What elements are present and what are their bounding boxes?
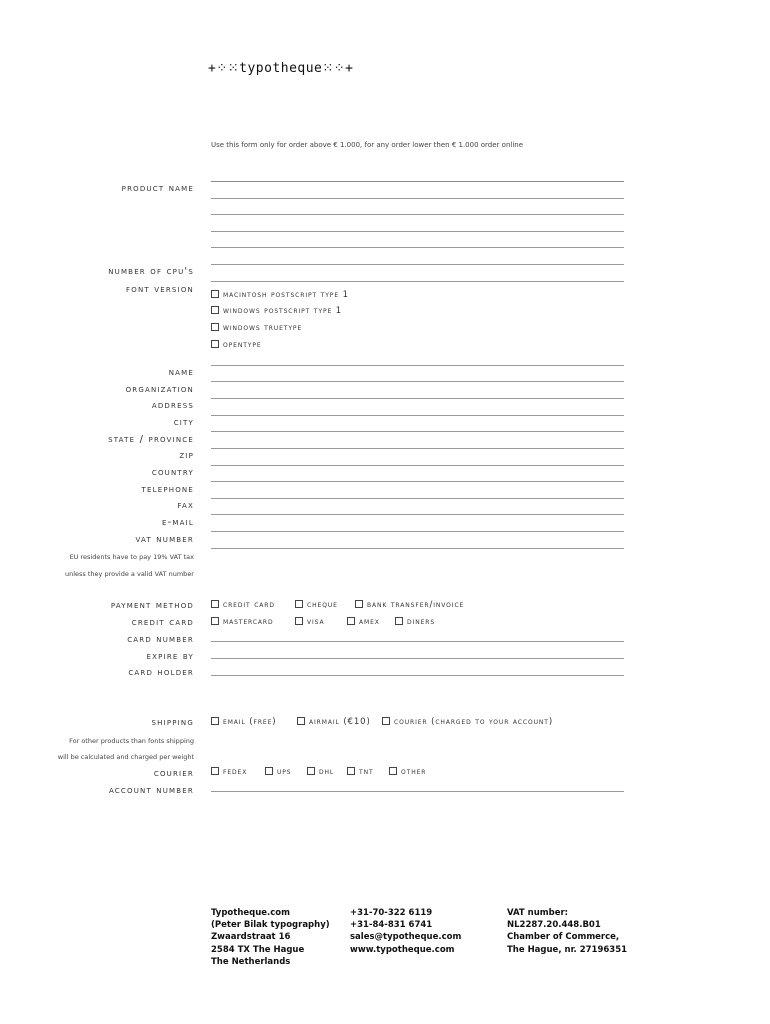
footer-line: sales@typotheque.com: [350, 932, 462, 943]
label-expire-by: expire by: [146, 651, 194, 662]
footer-line: (Peter Bilak typography): [211, 920, 330, 931]
label-address: address: [151, 400, 194, 411]
checkbox[interactable]: [347, 617, 355, 625]
label-country: country: [151, 467, 194, 478]
checkbox[interactable]: [395, 617, 403, 625]
checkbox[interactable]: [382, 717, 390, 725]
product-line-2[interactable]: [211, 198, 624, 199]
footer-line: www.typotheque.com: [350, 944, 455, 955]
label-fax: fax: [177, 500, 194, 511]
checkbox[interactable]: [211, 767, 219, 775]
checkbox[interactable]: [211, 617, 219, 625]
option-win-tt[interactable]: [211, 323, 302, 333]
option-label: windows truetype: [223, 323, 303, 333]
footer-line: NL2287.20.448.B01: [507, 920, 601, 931]
option-label: diners: [407, 617, 436, 627]
field-line-vat[interactable]: [211, 548, 624, 549]
option-label: bank transfer/invoice: [367, 600, 465, 610]
account-number-line[interactable]: [211, 791, 624, 792]
label-telephone: telephone: [141, 484, 194, 495]
option-label: visa: [307, 617, 325, 627]
footer-contact: [350, 907, 461, 956]
checkbox[interactable]: [211, 340, 219, 348]
footer-address: [211, 907, 330, 968]
option-label: fedex: [223, 767, 248, 777]
option-airmail[interactable]: [297, 717, 371, 727]
footer-line: The Hague, nr. 27196351: [507, 944, 628, 955]
card-number-line[interactable]: [211, 641, 624, 642]
option-mastercard[interactable]: [211, 617, 274, 627]
field-line-organization[interactable]: [211, 398, 624, 399]
footer-vat: [507, 907, 627, 956]
product-line-4[interactable]: [211, 231, 624, 232]
option-label: courier (charged to your account): [394, 717, 554, 727]
label-number-of-cpus: number of cpu's: [108, 266, 194, 277]
product-line-5[interactable]: [211, 247, 624, 248]
label-state: state / province: [108, 434, 194, 445]
checkbox[interactable]: [211, 323, 219, 331]
option-ups[interactable]: [265, 767, 292, 777]
footer-line: +31-84-831 6741: [350, 920, 433, 931]
option-dhl[interactable]: [307, 767, 334, 777]
product-line-6[interactable]: [211, 264, 624, 265]
label-email: e-mail: [161, 517, 194, 528]
checkbox[interactable]: [347, 767, 355, 775]
label-zip: zip: [179, 450, 194, 461]
label-card-holder: card holder: [128, 667, 194, 678]
footer-line: 2584 TX The Hague: [211, 944, 305, 955]
option-label: amex: [359, 617, 380, 627]
footer-line: Zwaardstraat 16: [211, 932, 291, 943]
option-fedex[interactable]: [211, 767, 247, 777]
label-card-number: card number: [127, 634, 194, 645]
intro-note: Use this form only for order above € 1.000, for any order lower then € 1.000 order online: [211, 141, 524, 149]
product-line-3[interactable]: [211, 214, 624, 215]
label-name: name: [168, 367, 194, 378]
option-diners[interactable]: [395, 617, 435, 627]
option-credit-card[interactable]: [211, 600, 275, 610]
checkbox[interactable]: [211, 306, 219, 314]
label-font-version: font version: [126, 284, 194, 295]
field-line-top[interactable]: [211, 365, 624, 366]
field-line-country[interactable]: [211, 481, 624, 482]
cpus-line[interactable]: [211, 281, 624, 282]
field-line-email[interactable]: [211, 531, 624, 532]
checkbox[interactable]: [295, 617, 303, 625]
checkbox[interactable]: [307, 767, 315, 775]
option-label: windows postscript type 1: [223, 306, 343, 316]
label-credit-card: credit card: [131, 617, 194, 628]
field-line-telephone[interactable]: [211, 498, 624, 499]
option-opentype[interactable]: [211, 340, 262, 350]
label-courier: courier: [153, 768, 194, 779]
footer-line: Typotheque.com: [211, 908, 290, 918]
checkbox[interactable]: [355, 600, 363, 608]
shipping-note-2: will be calculated and charged per weight: [57, 753, 194, 761]
label-product-name: product name: [121, 183, 194, 194]
typotheque-logo: +⁘⁙typotheque⁙⁘+: [208, 61, 354, 76]
checkbox[interactable]: [297, 717, 305, 725]
option-label: dhl: [319, 767, 335, 777]
checkbox[interactable]: [295, 600, 303, 608]
option-label: cheque: [307, 600, 338, 610]
footer-line: VAT number:: [507, 908, 569, 918]
label-organization: organization: [125, 384, 194, 395]
option-cheque[interactable]: [295, 600, 338, 610]
option-label: ups: [277, 767, 292, 777]
label-vat-number: vat number: [135, 534, 194, 545]
option-label: mastercard: [223, 617, 274, 627]
card-holder-line[interactable]: [211, 675, 624, 676]
footer-line: The Netherlands: [211, 956, 291, 967]
footer-line: +31-70-322 6119: [350, 908, 433, 918]
field-line-address[interactable]: [211, 415, 624, 416]
label-shipping: shipping: [151, 717, 194, 728]
option-amex[interactable]: [347, 617, 380, 627]
option-label: opentype: [223, 340, 262, 350]
vat-note-2: unless they provide a valid VAT number: [64, 570, 194, 578]
option-tnt[interactable]: [347, 767, 374, 777]
field-line-name[interactable]: [211, 381, 624, 382]
option-win-ps[interactable]: [211, 306, 342, 316]
label-account-number: account number: [108, 785, 194, 796]
option-mac-ps[interactable]: [211, 290, 349, 300]
expire-line[interactable]: [211, 658, 624, 659]
label-city: city: [173, 417, 194, 428]
label-payment-method: payment method: [110, 600, 194, 611]
option-courier-account[interactable]: [382, 717, 553, 727]
field-line-zip[interactable]: [211, 465, 624, 466]
product-line-1[interactable]: [211, 181, 624, 182]
option-other[interactable]: [389, 767, 426, 777]
option-label: credit card: [223, 600, 275, 610]
checkbox[interactable]: [265, 767, 273, 775]
option-label: macintosh postscript type 1: [223, 290, 349, 300]
checkbox[interactable]: [211, 717, 219, 725]
shipping-note-1: For other products than fonts shipping: [69, 737, 194, 745]
option-label: other: [401, 767, 427, 777]
option-label: tnt: [359, 767, 374, 777]
footer-line: Chamber of Commerce,: [507, 932, 620, 943]
checkbox[interactable]: [211, 290, 219, 298]
vat-note-1: EU residents have to pay 19% VAT tax: [69, 553, 194, 561]
option-bank-transfer[interactable]: [355, 600, 464, 610]
option-label: airmail (€10): [309, 717, 371, 727]
option-visa[interactable]: [295, 617, 325, 627]
checkbox[interactable]: [211, 600, 219, 608]
option-label: email (free): [223, 717, 277, 727]
checkbox[interactable]: [389, 767, 397, 775]
field-line-city[interactable]: [211, 431, 624, 432]
field-line-state[interactable]: [211, 448, 624, 449]
option-email-free[interactable]: [211, 717, 277, 727]
field-line-fax[interactable]: [211, 514, 624, 515]
